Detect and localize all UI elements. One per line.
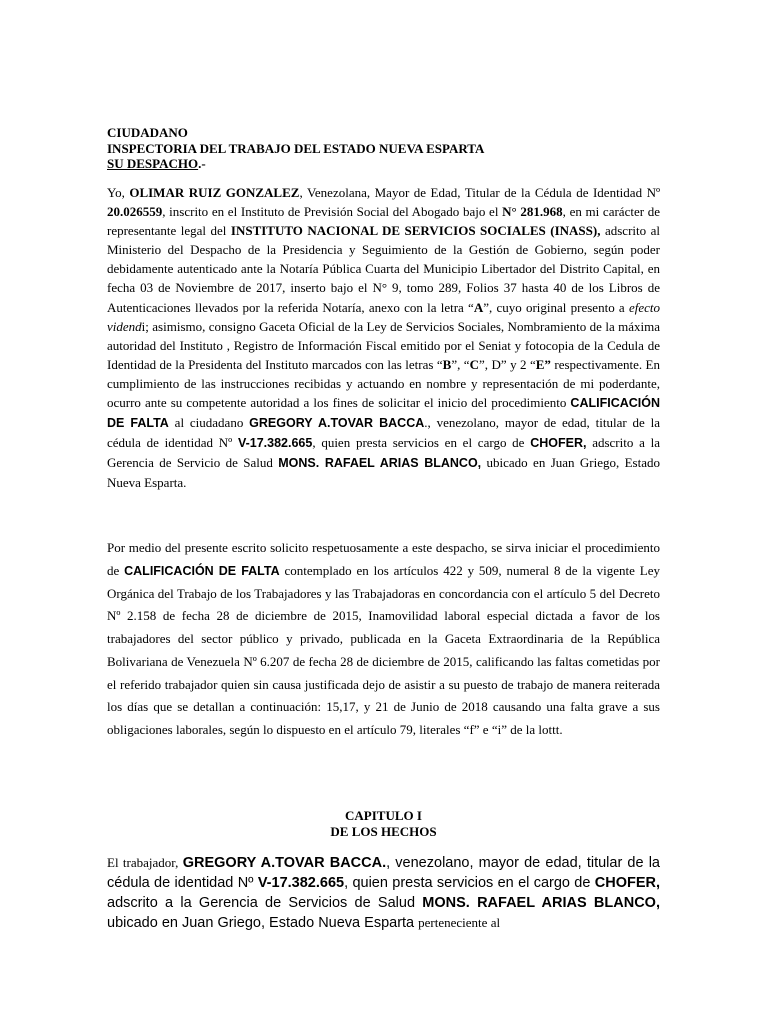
paragraph-3	[107, 853, 660, 933]
text-run: Por medio del presente escrito solicito respetuosamente a este despacho, se sirva iniciar el procedimiento de	[107, 540, 660, 578]
bold-run: GREGORY A.TOVAR BACCA	[249, 416, 425, 431]
text-run: El trabajador,	[107, 855, 183, 870]
text-run: i; asimismo, consigno Gaceta Oficial de la Ley de Servicios Sociales, Nombramiento de la máxima autoridad del Instituto , Registro de Información Fiscal emitido por el Seniat y fotocopia de la Cedula de Identidad de la Presidenta del Instituto marcados con las letras “	[107, 318, 660, 372]
bold-run: B	[442, 356, 452, 372]
text-run: perteneciente al	[418, 915, 501, 930]
bold-run: OLIMAR RUIZ GONZALEZ	[129, 185, 300, 200]
chapter-heading	[107, 808, 660, 839]
header-line-3-suffix: .-	[198, 156, 206, 171]
addressee-header	[107, 125, 484, 172]
text-run: ubicado en Juan Griego, Estado Nueva Esparta	[107, 915, 419, 931]
bold-run: CALIFICACIÓN DE FALTA	[124, 563, 280, 578]
bold-run: MONS. RAFAEL ARIAS BLANCO,	[422, 895, 660, 911]
bold-run: CHOFER,	[530, 436, 587, 451]
bold-run: V-17.382.665	[237, 436, 313, 451]
bold-run: MONS. RAFAEL ARIAS BLANCO,	[278, 456, 482, 471]
bold-run: CHOFER,	[594, 875, 660, 891]
bold-run: E”	[535, 356, 551, 372]
header-line-2: INSPECTORIA DEL TRABAJO DEL ESTADO NUEVA ESPARTA	[107, 140, 485, 156]
header-line-3	[107, 156, 484, 172]
text-run: adscrito al Ministerio del Despacho de la Presidencia y Seguimiento de la Gestión de Gobierno, según poder debidamente autenticado ante la Notaría Pública Cuarta del Municipio Libertador del Distrito Capital, en fecha 03 de Noviembre de 2017, inserto bajo el N° 9, tomo 289, Folios 37 hasta 40 de los Libros de Autenticaciones llevados por la referida Notaría, anexo con la letra “	[107, 223, 660, 315]
text-run: , Venezolana, Mayor de Edad, Titular de la Cédula de Identidad Nº	[299, 185, 660, 200]
chapter-title: CAPITULO I	[345, 808, 422, 823]
text-run: ubicado en Juan Griego, Estado Nueva Esparta.	[107, 455, 660, 491]
paragraph-2	[107, 537, 660, 742]
bold-run: A	[473, 299, 484, 315]
text-run: ”, cuyo original presento a	[483, 299, 629, 315]
chapter-subtitle: DE LOS HECHOS	[330, 823, 437, 839]
text-run: ., venezolano, mayor de edad, titular de la cédula de identidad Nº	[107, 415, 660, 451]
bold-run: GREGORY A.TOVAR BACCA.	[182, 855, 387, 871]
bold-run: INSTITUTO NACIONAL DE SERVICIOS SOCIALES (INASS),	[230, 223, 601, 239]
text-run: Yo,	[107, 185, 130, 200]
text-run: contemplado en los artículos 422 y 509, numeral 8 de la vigente Ley Orgánica del Trabajo de los Trabajadores y las Trabajadoras en concordancia con el artículo 5 del Decreto Nº 2.158 de fecha 28 de diciembre de 2015, Inamovilidad laboral especial dictada a favor de los trabajadores del sector público y privado, publicada en la Gaceta Extraordinaria de la República Bolivariana de Venezuela Nº 6.207 de fecha 28 de diciembre de 2015, calificando las faltas cometidas por el referido trabajador quien sin causa justificada dejo de asistir a su puesto de trabajo de manera reiterada los días que se detallan a continuación: 15,17, y 21 de Junio de 2018 causando una falta grave a sus obligaciones laborales, según lo dispuesto en el artículo 79, literales “f” e “i” de la lottt.	[107, 562, 660, 737]
bold-run: V-17.382.665	[257, 875, 345, 891]
bold-run: N° 281.968	[502, 204, 563, 220]
bold-run: C	[469, 356, 479, 372]
header-line-3-underlined: SU DESPACHO	[107, 156, 199, 171]
text-run: al ciudadano	[168, 415, 250, 431]
bold-run: 20.026559	[107, 204, 163, 220]
text-run: adscrito a la Gerencia de Servicio de Salud	[107, 435, 660, 471]
text-run: , quien presta servicios en el cargo de	[344, 875, 595, 891]
text-run: , quien presta servicios en el cargo de	[312, 435, 531, 451]
text-run: , en mi carácter de representante legal del	[107, 204, 660, 239]
header-line-1: CIUDADANO	[107, 125, 188, 140]
bold-run: CALIFICACIÓN DE FALTA	[107, 396, 660, 431]
text-run: ”, D” y 2 “	[478, 356, 536, 372]
text-run: respectivamente. En cumplimiento de las instrucciones recibidas y actuando en nombre y representación de mi poderdante, ocurro ante su competente autoridad a los fines de solicitar el inicio del procedimiento	[107, 356, 661, 411]
text-run: , inscrito en el Instituto de Previsión Social del Abogado bajo el	[162, 204, 503, 220]
text-run: ”, “	[451, 356, 470, 372]
paragraph-1	[107, 183, 660, 493]
text-run: , venezolano, mayor de edad, titular de la cédula de identidad Nº	[107, 855, 660, 891]
text-run: adscrito a la Gerencia de Servicios de Salud	[107, 895, 423, 911]
italic-run: efecto vidend	[107, 299, 660, 334]
